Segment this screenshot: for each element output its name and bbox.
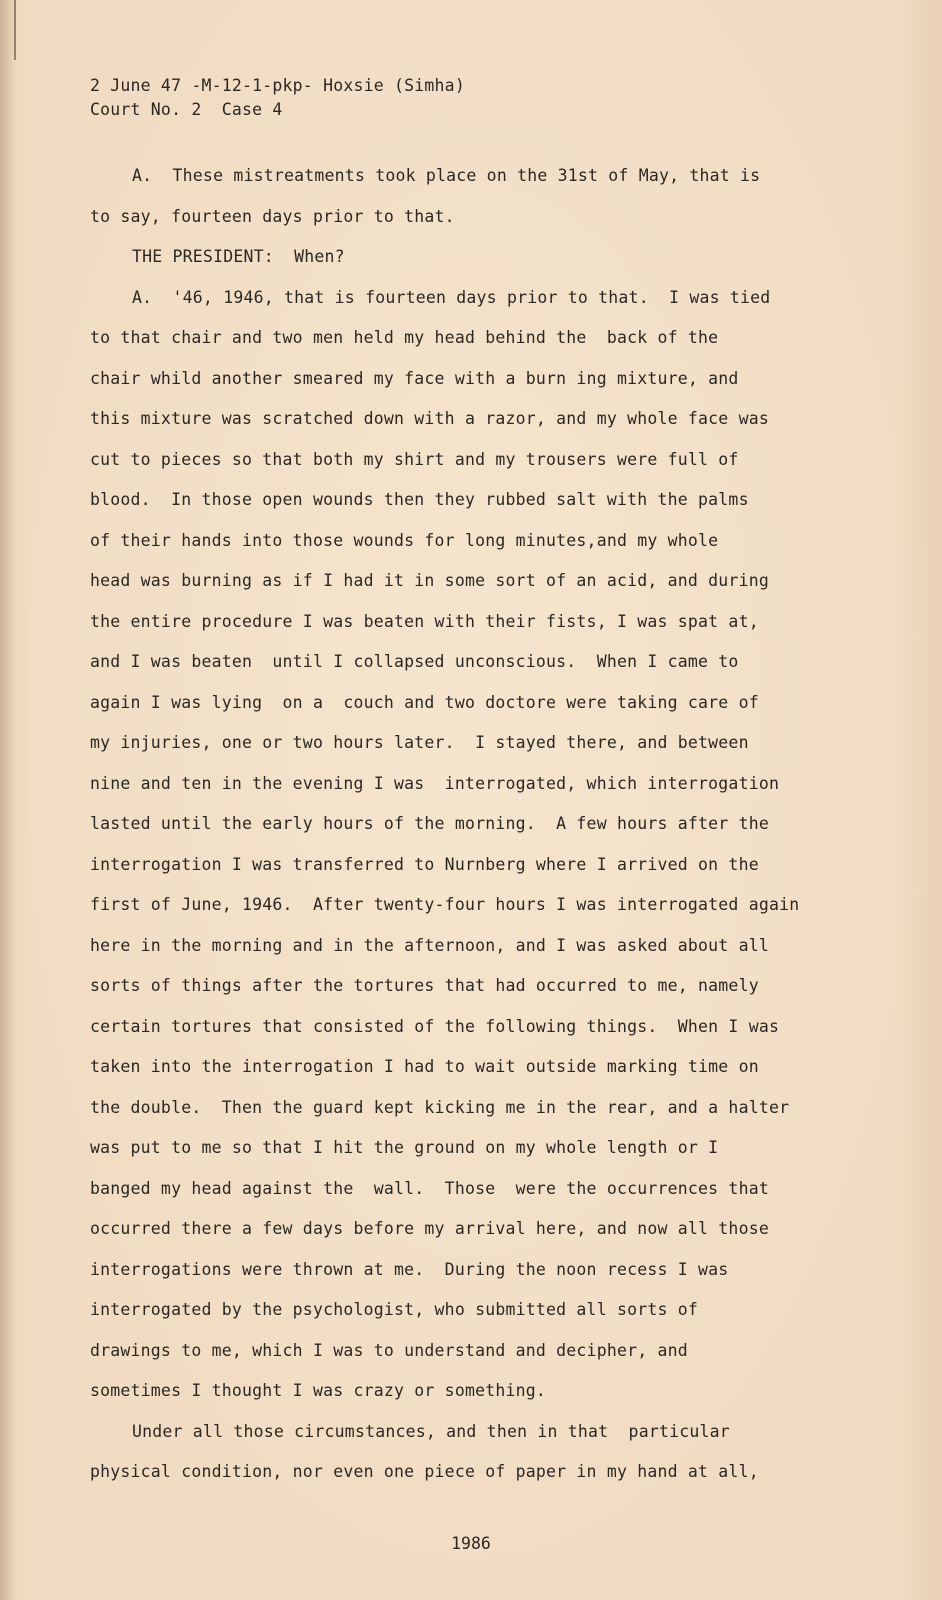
transcript-line: banged my head against the wall. Those were the occurrences that (90, 1178, 769, 1198)
transcript-line: the double. Then the guard kept kicking me in the rear, and a halter (90, 1097, 790, 1117)
transcript-line: A. These mistreatments took place on the 31st of May, that is (132, 166, 761, 185)
transcript-line: certain tortures that consisted of the following things. When I was (90, 1016, 780, 1036)
transcript-line: interrogated by the psychologist, who submitted all sorts of (90, 1300, 699, 1319)
transcript-line: sometimes I thought I was crazy or something. (90, 1381, 547, 1400)
transcript-line: cut to pieces so that both my shirt and my trousers were full of (90, 449, 739, 469)
header-line-court-case: Court No. 2 Case 4 (90, 100, 283, 119)
header-line-date-reference: 2 June 47 -M-12-1-pkp- Hoxsie (Simha) (90, 76, 465, 95)
transcript-line: THE PRESIDENT: When? (132, 247, 345, 266)
transcript-line: sorts of things after the tortures that had occurred to me, namely (90, 976, 759, 995)
transcript-line: taken into the interrogation I had to wait outside marking time on (90, 1057, 759, 1076)
transcript-line: occurred there a few days before my arrival here, and now all those (90, 1219, 769, 1238)
transcript-line: this mixture was scratched down with a razor, and my whole face was (90, 409, 769, 428)
document-header (90, 74, 465, 122)
transcript-line: nine and ten in the evening I was interrogated, which interrogation (90, 773, 780, 793)
transcript-line: the entire procedure I was beaten with their fists, I was spat at, (90, 611, 759, 631)
transcript-line: physical condition, nor even one piece of paper in my hand at all, (90, 1462, 759, 1481)
transcript-line: again I was lying on a couch and two doctore were taking care of (90, 692, 759, 712)
transcript-line: drawings to me, which I was to understand and decipher, and (90, 1340, 688, 1360)
transcript-body (90, 156, 920, 1493)
transcript-line: chair whild another smeared my face with a burn ing mixture, and (90, 368, 739, 388)
transcript-line: interrogation I was transferred to Nurnberg where I arrived on the (90, 854, 759, 874)
transcript-line: and I was beaten until I collapsed unconscious. When I came to (90, 652, 739, 671)
transcript-line: was put to me so that I hit the ground on my whole length or I (90, 1138, 719, 1157)
transcript-line: here in the morning and in the afternoon, and I was asked about all (90, 935, 769, 955)
transcript-line: blood. In those open wounds then they rubbed salt with the palms (90, 490, 749, 509)
binding-mark (14, 0, 16, 60)
transcript-line: to that chair and two men held my head behind the back of the (90, 328, 719, 347)
transcript-line: lasted until the early hours of the morning. A few hours after the (90, 814, 769, 833)
transcript-line: head was burning as if I had it in some sort of an acid, and during (90, 571, 769, 590)
transcript-line: interrogations were thrown at me. During the noon recess I was (90, 1259, 729, 1279)
page-number: 1986 (451, 1534, 491, 1553)
transcript-line: my injuries, one or two hours later. I stayed there, and between (90, 733, 749, 752)
transcript-line: A. '46, 1946, that is fourteen days prior to that. I was tied (132, 287, 771, 307)
transcript-line: first of June, 1946. After twenty-four hours I was interrogated again (90, 895, 800, 914)
transcript-line: of their hands into those wounds for long minutes,and my whole (90, 530, 719, 550)
transcript-line: Under all those circumstances, and then in that particular (132, 1421, 730, 1441)
transcript-line: to say, fourteen days prior to that. (90, 206, 455, 226)
paper-edge-shadow (0, 0, 14, 1600)
